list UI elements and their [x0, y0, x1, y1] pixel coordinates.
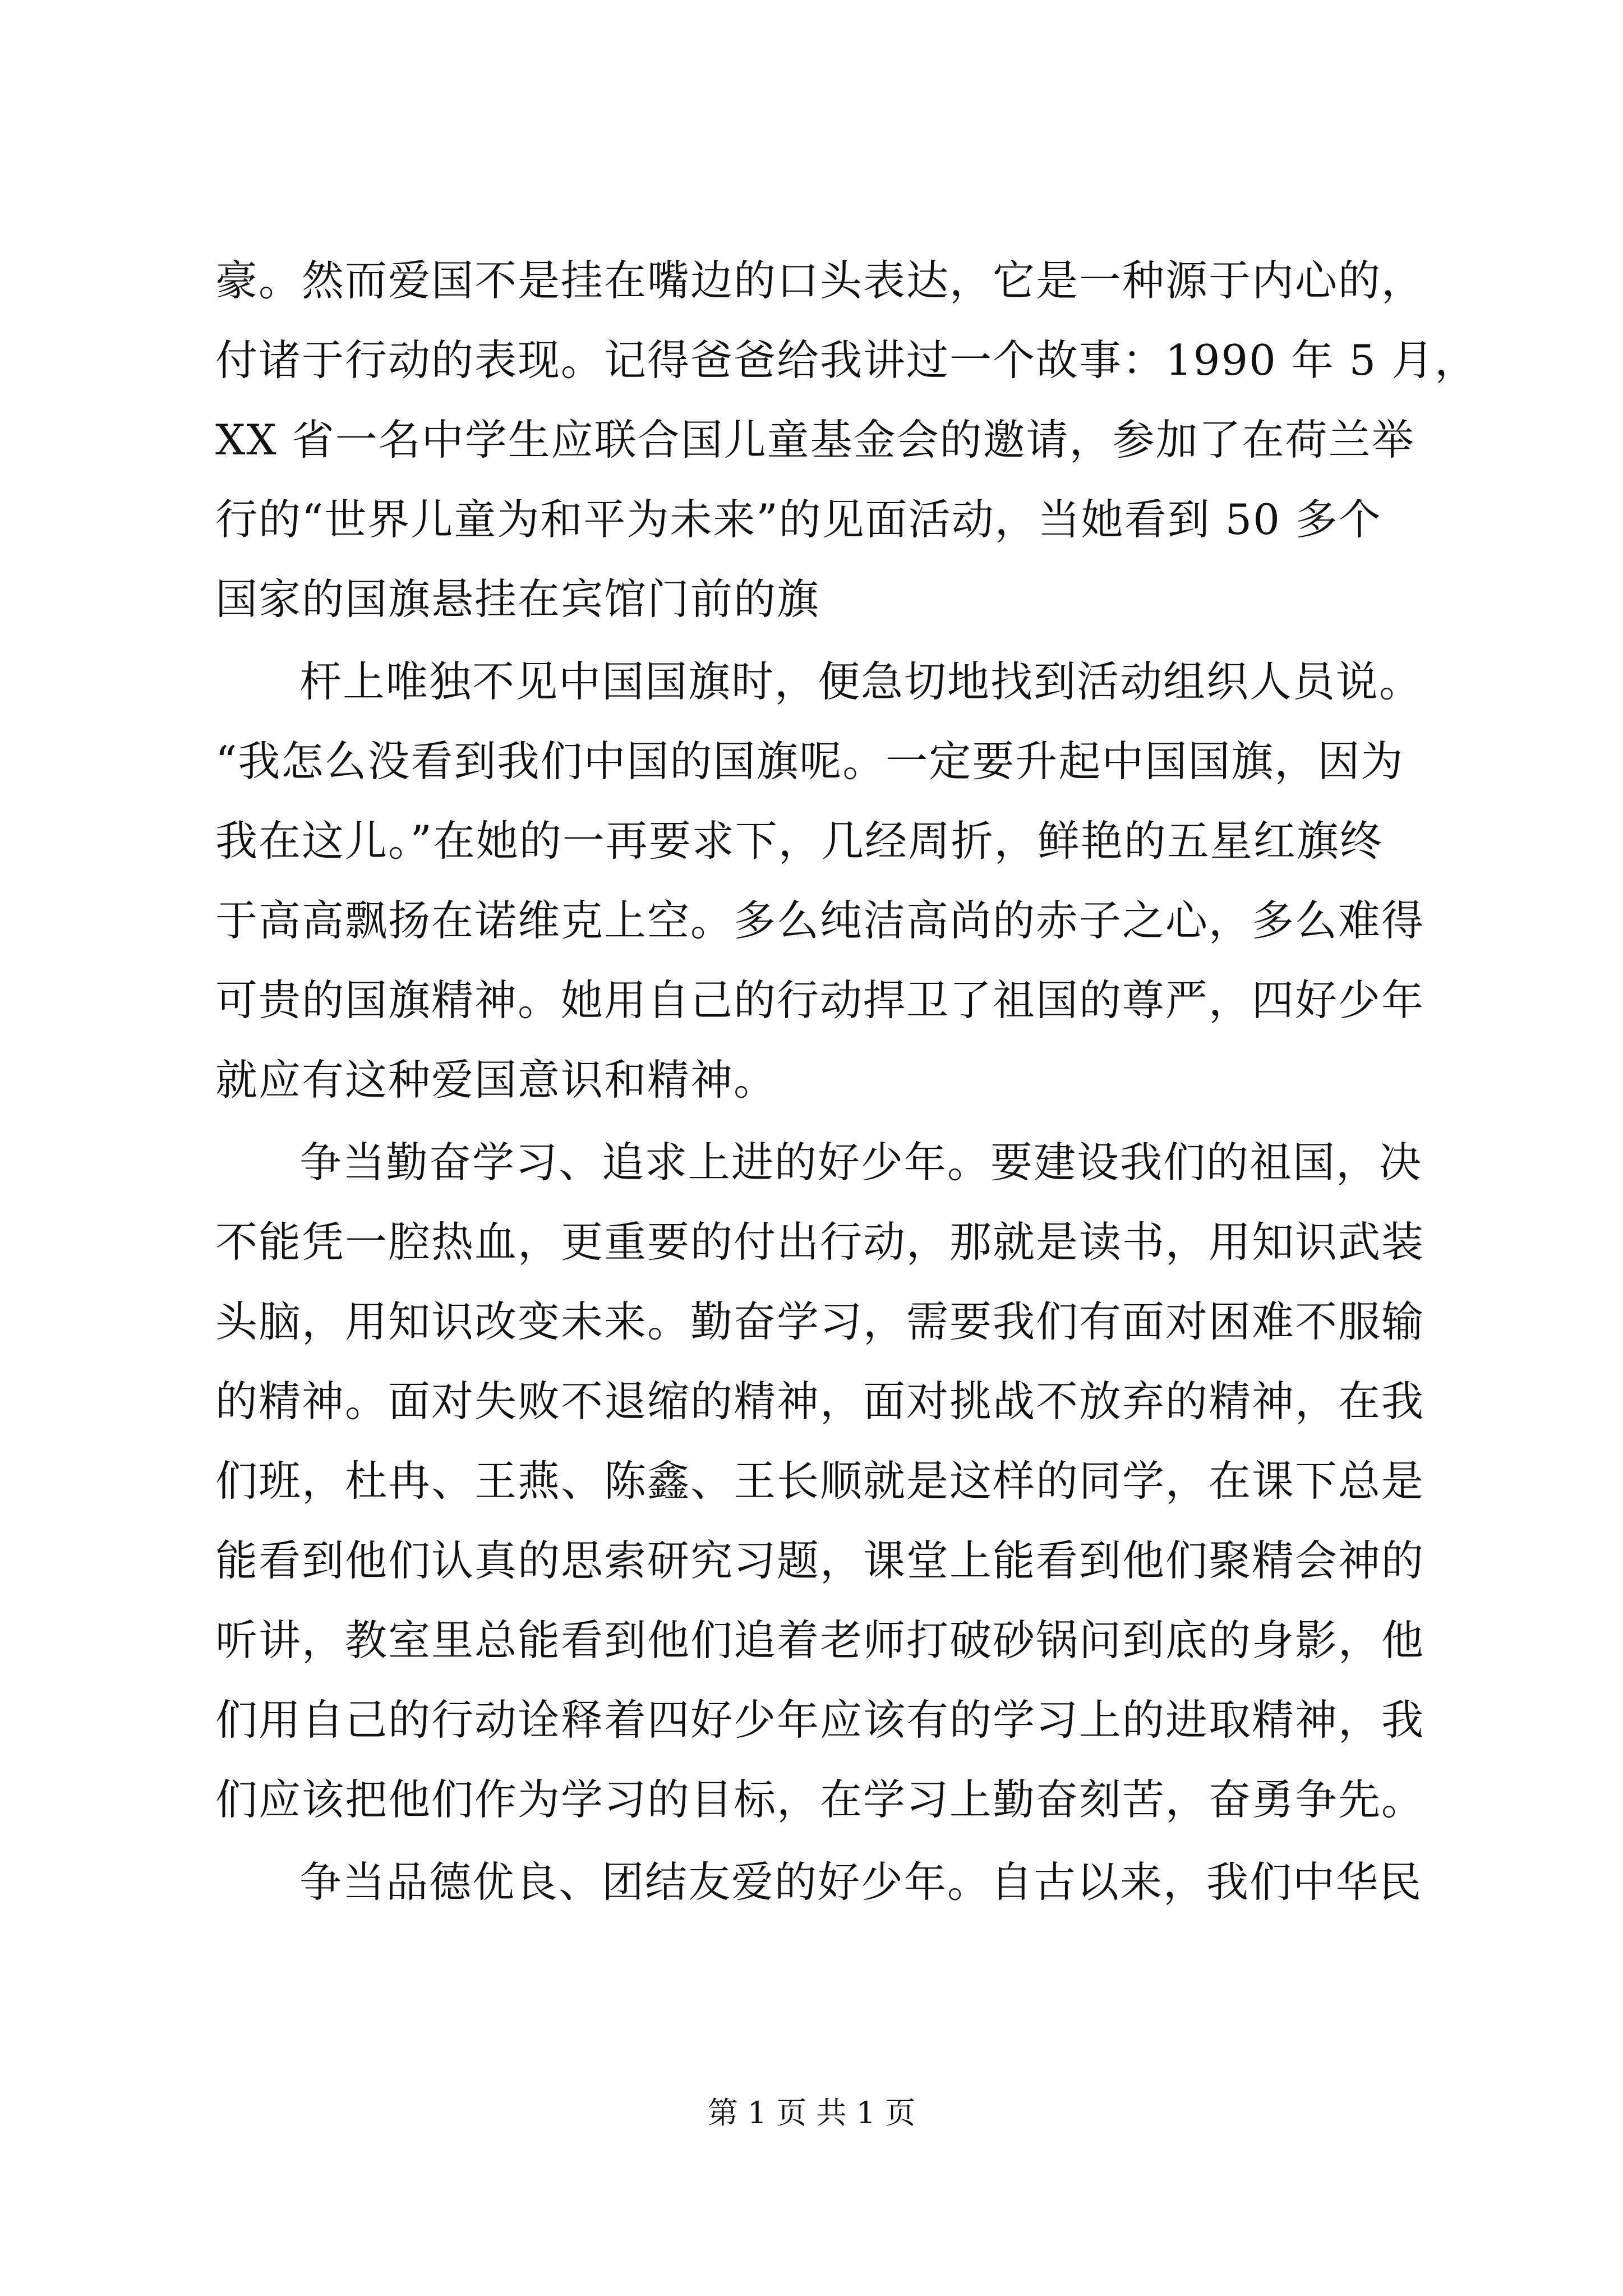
paragraph-first-line: 杆上唯独不见中国国旗时，便急切地找到活动组织人员说。	[299, 657, 1423, 706]
text-line: 于高高飘扬在诺维克上空。多么纯洁高尚的赤子之心，多么难得	[215, 896, 1425, 945]
text-line: 们应该把他们作为学习的目标，在学习上勤奋刻苦，奋勇争先。	[215, 1775, 1425, 1824]
text-line: 听讲，教室里总能看到他们追着老师打破砂锅问到底的身影，他	[215, 1616, 1425, 1665]
paragraph-first-line: 争当品德优良、团结友爱的好少年。自古以来，我们中华民	[299, 1857, 1423, 1907]
text-line: 们用自己的行动诠释着四好少年应该有的学习上的进取精神，我	[215, 1695, 1425, 1745]
text-line: 就应有这种爱国意识和精神。	[215, 1055, 777, 1105]
text-line: 付诸于行动的表现。记得爸爸给我讲过一个故事：1990 年 5 月，	[215, 335, 1478, 385]
text-line: 国家的国旗悬挂在宾馆门前的旗	[215, 574, 820, 624]
text-line: XX 省一名中学生应联合国儿童基金会的邀请，参加了在荷兰举	[215, 415, 1415, 464]
paragraph-first-line: 争当勤奋学习、追求上进的好少年。要建设我们的祖国，决	[299, 1138, 1423, 1187]
text-line: 头脑，用知识改变未来。勤奋学习，需要我们有面对困难不服输	[215, 1297, 1425, 1346]
text-line: 我在这儿。”在她的一再要求下，几经周折，鲜艳的五星红旗终	[215, 816, 1383, 866]
text-line: 不能凭一腔热血，更重要的付出行动，那就是读书，用知识武装	[215, 1217, 1425, 1267]
text-line: “我怎么没看到我们中国的国旗呢。一定要升起中国国旗，因为	[215, 737, 1404, 786]
page-number-footer: 第 1 页 共 1 页	[707, 2095, 916, 2131]
text-line: 可贵的国旗精神。她用自己的行动捍卫了祖国的尊严，四好少年	[215, 976, 1425, 1025]
text-line: 的精神。面对失败不退缩的精神，面对挑战不放弃的精神，在我	[215, 1377, 1425, 1426]
text-line: 们班，杜冉、王燕、陈鑫、王长顺就是这样的同学，在课下总是	[215, 1456, 1425, 1506]
text-line: 行的“世界儿童为和平为未来”的见面活动，当她看到 50 多个	[215, 495, 1382, 544]
text-line: 能看到他们认真的思索研究习题，课堂上能看到他们聚精会神的	[215, 1536, 1425, 1585]
text-line: 豪。然而爱国不是挂在嘴边的口头表达，它是一种源于内心的，	[215, 256, 1425, 305]
